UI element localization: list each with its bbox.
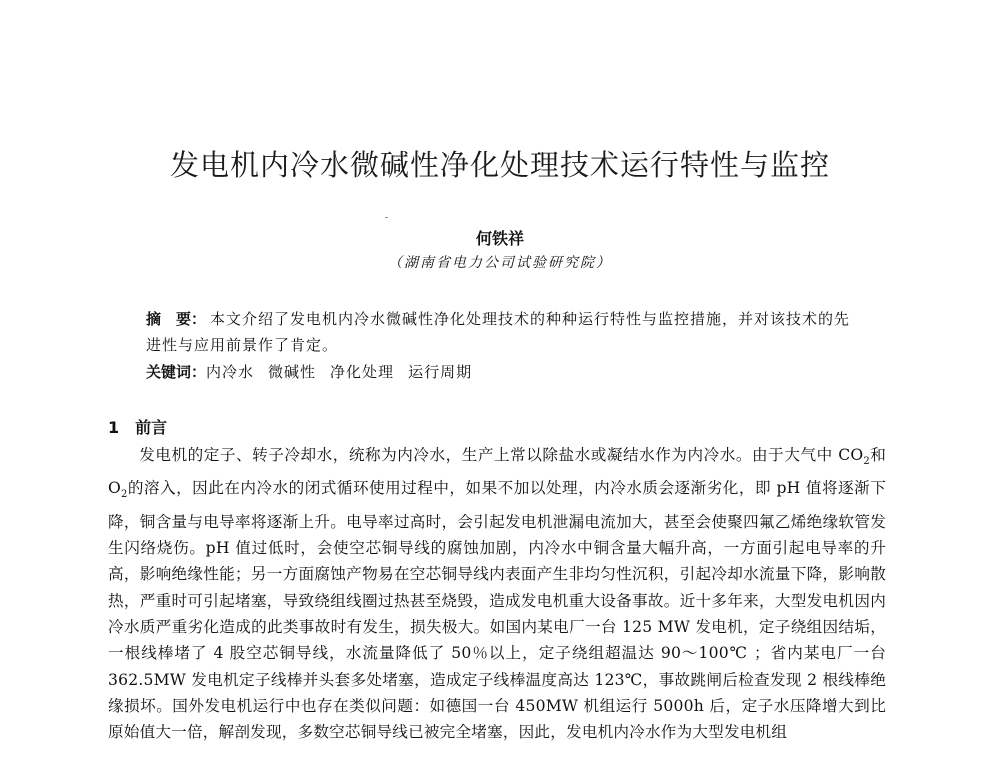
keywords-label: 关键词： <box>146 363 207 381</box>
section-title: 前言 <box>135 418 168 437</box>
section-number: 1 <box>108 418 120 437</box>
keywords <box>146 359 866 385</box>
scan-dot <box>385 217 388 218</box>
keyword: 净化处理 <box>330 363 395 381</box>
section-body <box>108 442 886 745</box>
subscript: 2 <box>863 456 870 468</box>
body-text-b: 和 O <box>108 446 887 498</box>
keyword: 内冷水 <box>206 363 255 381</box>
body-text-c: 的溶入，因此在内冷水的闭式循环使用过程中，如果不加以处理，内冷水质会逐渐劣化，即 pH 值将逐渐下降，铜含量与电导率将逐渐上升。电导率过高时，会引起发电机泄漏电流加大，甚至会使聚四氟乙烯绝缘软管发生闪络烧伤。pH 值过低时，会使空芯铜导线的腐蚀加剧，内冷水中铜含量大幅升高，一方面引起电导率的升高，影响绝缘性能；另一方面腐蚀产物易在空芯铜导线内表面产生非均匀性沉积，引起冷却水流量下降，影响散热，严重时可引起堵塞，导致绕组线圈过热甚至烧毁，造成发电机重大设备事故。近十多年来，大型发电机因内冷水质严重劣化造成的此类事故时有发生，损失极大。如国内某电厂一台 125 MW 发电机，定子绕组因结垢，一根线棒堵了 4 股空芯铜导线，水流量降低了 50％以上，定子绕组超温达 90～100℃ ；省内某电厂一台 362.5MW 发电机定子线棒并头套多处堵塞，造成定子线棒温度高达 123℃，事故跳闸后检查发现 2 根线棒绝缘损坏。国外发电机运行中也存在类似问题：如德国一台 450MW 机组运行 5000h 后，定子水压降增大到比原始值大一倍，解剖发现，多数空芯铜导线已被完全堵塞，因此，发电机内冷水作为大型发电机组 <box>108 479 886 742</box>
abstract-text: 本文介绍了发电机内冷水微碱性净化处理技术的种种运行特性与监控措施，并对该技术的先进性与应用前景作了肯定。 <box>146 310 851 354</box>
abstract <box>146 306 866 358</box>
body-text-a: 发电机的定子、转子冷却水，统称为内冷水，生产上常以除盐水或凝结水作为内冷水。由于大气中 CO <box>139 446 864 464</box>
abstract-label: 摘 要： <box>146 310 207 328</box>
keyword: 运行周期 <box>408 363 473 381</box>
paper-title: 发电机内冷水微碱性净化处理技术运行特性与监控 <box>169 148 830 182</box>
section-heading <box>108 415 167 438</box>
subscript: 2 <box>120 489 128 501</box>
author-affiliation: （湖南省电力公司试验研究院） <box>388 255 612 271</box>
author-name: 何铁祥 <box>475 229 524 248</box>
keyword: 微碱性 <box>268 363 317 381</box>
